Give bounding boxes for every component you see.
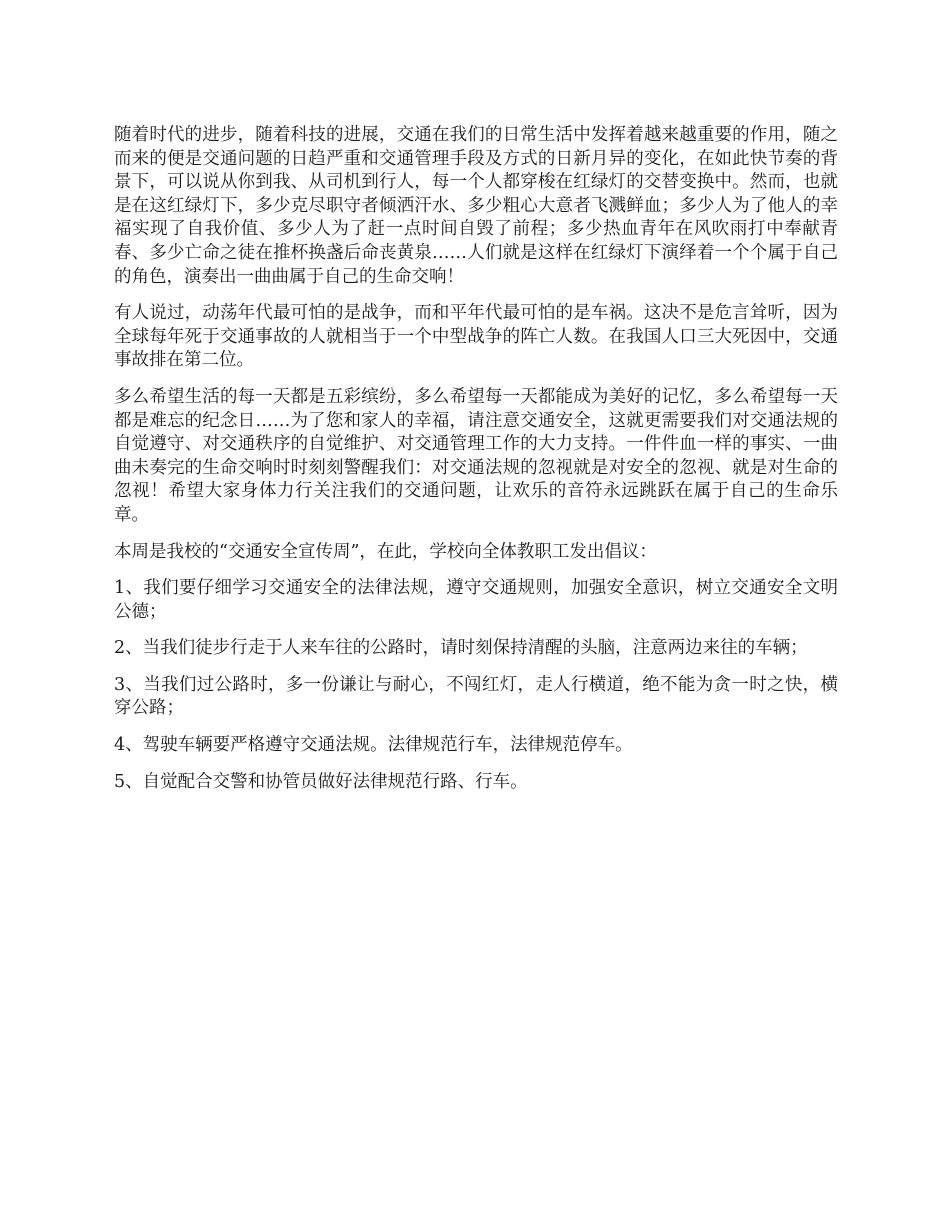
war-comparison-paragraph: 有人说过，动荡年代最可怕的是战争，而和平年代最可怕的是车祸。这决不是危言耸听，因为全球每年死于交通事故的人就相当于一个中型战争的阵亡人数。在我国人口三大死因中，交通事故排在第二位。 bbox=[114, 303, 838, 371]
initiative-item-5: 5、自觉配合交警和协管员做好法律规范行路、行车。 bbox=[114, 771, 528, 792]
initiative-intro-paragraph: 本周是我校的“交通安全宣传周”，在此，学校向全体教职工发出倡议： bbox=[114, 541, 657, 562]
intro-paragraph: 随着时代的进步，随着科技的进展，交通在我们的日常生活中发挥着越来越重要的作用，随之而来的便是交通问题的日趋严重和交通管理手段及方式的日新月异的变化，在如此快节奏的背景下，可以说从你到我、从司机到行人，每一个人都穿梭在红绿灯的交替变换中。然而，也就是在这红绿灯下，多少克尽职守者倾洒汗水、多少粗心大意者飞溅鲜血；多少人为了他人的幸福实现了自我价值、多少人为了赶一点时间自毁了前程；多少热血青年在风吹雨打中奉献青春、多少亡命之徒在推杯换盏后命丧黄泉……人们就是这样在红绿灯下演绎着一个个属于自己的角色，演奏出一曲曲属于自己的生命交响！ bbox=[114, 125, 838, 287]
initiative-item-1: 1、我们要仔细学习交通安全的法律法规，遵守交通规则，加强安全意识，树立交通安全文明公德； bbox=[114, 578, 838, 622]
appeal-paragraph: 多么希望生活的每一天都是五彩缤纷，多么希望每一天都能成为美好的记忆，多么希望每一天都是难忘的纪念日……为了您和家人的幸福，请注意交通安全，这就更需要我们对交通法规的自觉遵守、对交通秩序的自觉维护、对交通管理工作的大力支持。一件件血一样的事实、一曲曲未奏完的生命交响时时刻刻警醒我们：对交通法规的忽视就是对安全的忽视、就是对生命的忽视！希望大家身体力行关注我们的交通问题，让欢乐的音符永远跳跃在属于自己的生命乐章。 bbox=[114, 386, 838, 525]
initiative-item-3: 3、当我们过公路时，多一份谦让与耐心，不闯红灯，走人行横道，绝不能为贪一时之快，横穿公路； bbox=[114, 674, 838, 719]
initiative-item-4: 4、驾驶车辆要严格遵守交通法规。法律规范行车，法律规范停车。 bbox=[114, 735, 633, 756]
document-body bbox=[114, 124, 838, 807]
initiative-item-2: 2、当我们徒步行走于人来车往的公路时，请时刻保持清醒的头脑，注意两边来往的车辆； bbox=[114, 638, 808, 659]
